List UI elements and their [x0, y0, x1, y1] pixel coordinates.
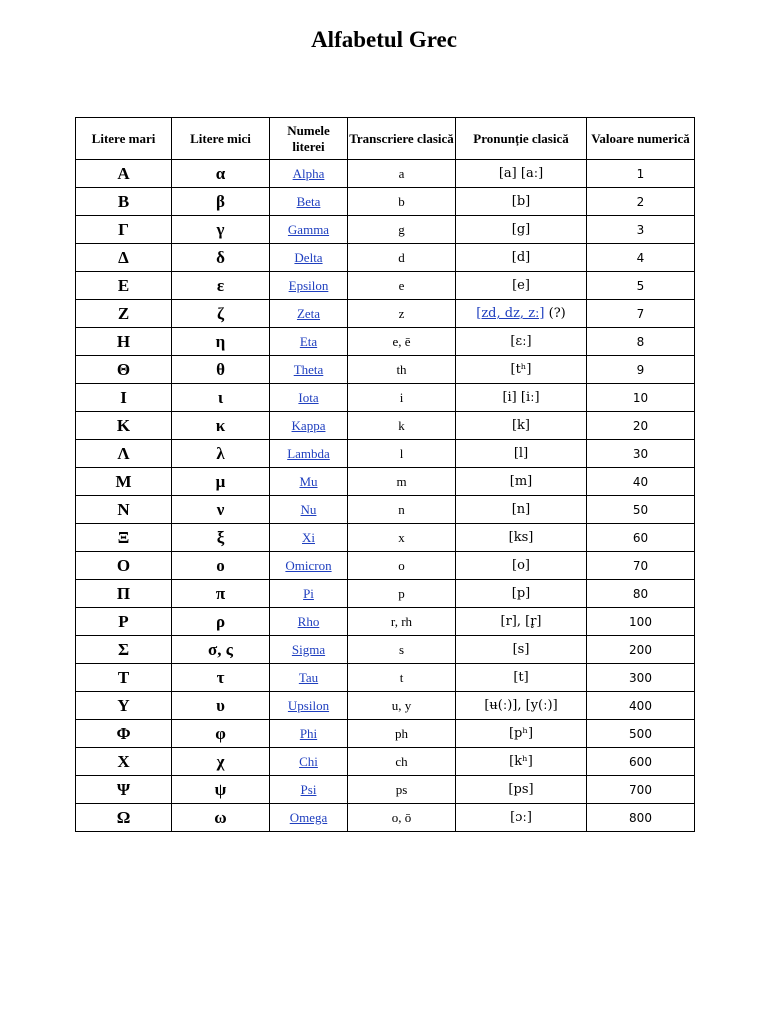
letter-name-link[interactable]: Alpha	[292, 165, 325, 181]
pronunciation: [ʉ(ː)], [y(ː)]	[456, 692, 587, 720]
letter-name-cell	[270, 468, 348, 496]
uppercase-letter: Χ	[76, 748, 172, 776]
table-row	[76, 776, 695, 804]
transcription: d	[348, 244, 456, 272]
uppercase-letter: Κ	[76, 412, 172, 440]
table-row	[76, 412, 695, 440]
transcription: r, rh	[348, 608, 456, 636]
transcription: z	[348, 300, 456, 328]
table-row	[76, 580, 695, 608]
uppercase-letter: Ν	[76, 496, 172, 524]
letter-name-link[interactable]: Omega	[289, 809, 328, 825]
pronunciation-link[interactable]: [zd, dz, zː]	[476, 306, 545, 321]
numeric-value: 1	[587, 160, 695, 188]
numeric-value: 400	[587, 692, 695, 720]
table-row	[76, 272, 695, 300]
table-row	[76, 608, 695, 636]
pronunciation: [r], [r̥]	[456, 608, 587, 636]
letter-name-cell	[270, 216, 348, 244]
pronunciation: [l]	[456, 440, 587, 468]
letter-name-cell	[270, 608, 348, 636]
lowercase-letter: κ	[172, 412, 270, 440]
table-row	[76, 356, 695, 384]
letter-name-link[interactable]: Upsilon	[287, 697, 330, 713]
lowercase-letter: δ	[172, 244, 270, 272]
transcription: e, ē	[348, 328, 456, 356]
transcription: ps	[348, 776, 456, 804]
uppercase-letter: Α	[76, 160, 172, 188]
pronunciation: [s]	[456, 636, 587, 664]
transcription: o, ō	[348, 804, 456, 832]
transcription: k	[348, 412, 456, 440]
letter-name-cell	[270, 524, 348, 552]
uppercase-letter: Ι	[76, 384, 172, 412]
numeric-value: 50	[587, 496, 695, 524]
letter-name-link[interactable]: Eta	[299, 333, 318, 349]
transcription: o	[348, 552, 456, 580]
letter-name-cell	[270, 580, 348, 608]
table-row	[76, 636, 695, 664]
table-header-row	[76, 118, 695, 160]
numeric-value: 700	[587, 776, 695, 804]
lowercase-letter: π	[172, 580, 270, 608]
letter-name-cell	[270, 636, 348, 664]
table-row	[76, 188, 695, 216]
transcription: a	[348, 160, 456, 188]
lowercase-letter: ρ	[172, 608, 270, 636]
transcription: p	[348, 580, 456, 608]
numeric-value: 8	[587, 328, 695, 356]
numeric-value: 300	[587, 664, 695, 692]
numeric-value: 3	[587, 216, 695, 244]
letter-name-link[interactable]: Pi	[303, 585, 314, 601]
letter-name-cell	[270, 692, 348, 720]
numeric-value: 60	[587, 524, 695, 552]
lowercase-letter: ν	[172, 496, 270, 524]
table-row	[76, 692, 695, 720]
uppercase-letter: Ψ	[76, 776, 172, 804]
header-upper: Litere mari	[76, 118, 172, 160]
pronunciation: [i] [iː]	[456, 384, 587, 412]
letter-name-link[interactable]: Theta	[293, 361, 324, 377]
transcription: s	[348, 636, 456, 664]
pronunciation-cell	[456, 300, 587, 328]
letter-name-cell	[270, 664, 348, 692]
lowercase-letter: γ	[172, 216, 270, 244]
letter-name-link[interactable]: Epsilon	[288, 277, 329, 293]
table-row	[76, 804, 695, 832]
numeric-value: 2	[587, 188, 695, 216]
table-row	[76, 300, 695, 328]
table-row	[76, 748, 695, 776]
lowercase-letter: β	[172, 188, 270, 216]
uppercase-letter: Σ	[76, 636, 172, 664]
uppercase-letter: Δ	[76, 244, 172, 272]
lowercase-letter: α	[172, 160, 270, 188]
uppercase-letter: Β	[76, 188, 172, 216]
pronunciation: [m]	[456, 468, 587, 496]
numeric-value: 10	[587, 384, 695, 412]
greek-alphabet-table	[75, 117, 695, 832]
lowercase-letter: ψ	[172, 776, 270, 804]
pronunciation: [k]	[456, 412, 587, 440]
letter-name-link[interactable]: Kappa	[291, 417, 326, 433]
uppercase-letter: Ε	[76, 272, 172, 300]
lowercase-letter: χ	[172, 748, 270, 776]
transcription: ch	[348, 748, 456, 776]
table-row	[76, 552, 695, 580]
letter-name-link[interactable]: Xi	[302, 529, 315, 545]
letter-name-link[interactable]: Mu	[299, 473, 318, 489]
transcription: x	[348, 524, 456, 552]
letter-name-cell	[270, 496, 348, 524]
table-row	[76, 664, 695, 692]
letter-name-cell	[270, 720, 348, 748]
letter-name-cell	[270, 776, 348, 804]
table-row	[76, 496, 695, 524]
uppercase-letter: Ρ	[76, 608, 172, 636]
table-row	[76, 244, 695, 272]
letter-name-link[interactable]: Omicron	[285, 557, 332, 573]
letter-name-link[interactable]: Zeta	[296, 305, 321, 321]
uppercase-letter: Τ	[76, 664, 172, 692]
letter-name-cell	[270, 804, 348, 832]
uppercase-letter: Ζ	[76, 300, 172, 328]
letter-name-cell	[270, 384, 348, 412]
pronunciation: [ks]	[456, 524, 587, 552]
letter-name-cell	[270, 160, 348, 188]
letter-name-link[interactable]: Iota	[298, 389, 319, 405]
pronunciation: [d]	[456, 244, 587, 272]
letter-name-link[interactable]: Tau	[298, 669, 319, 685]
letter-name-cell	[270, 356, 348, 384]
letter-name-cell	[270, 412, 348, 440]
numeric-value: 80	[587, 580, 695, 608]
table-row	[76, 440, 695, 468]
lowercase-letter: η	[172, 328, 270, 356]
letter-name-cell	[270, 272, 348, 300]
header-name: Numele literei	[270, 118, 348, 160]
transcription: u, y	[348, 692, 456, 720]
uppercase-letter: Ξ	[76, 524, 172, 552]
lowercase-letter: ε	[172, 272, 270, 300]
numeric-value: 9	[587, 356, 695, 384]
letter-name-link[interactable]: Rho	[297, 613, 320, 629]
numeric-value: 100	[587, 608, 695, 636]
letter-name-cell	[270, 552, 348, 580]
page-title: Alfabetul Grec	[311, 27, 457, 52]
header-value: Valoare numerică	[587, 118, 695, 160]
letter-name-link[interactable]: Chi	[299, 753, 318, 769]
table-row	[76, 384, 695, 412]
letter-name-link[interactable]: Beta	[296, 193, 321, 209]
letter-name-link[interactable]: Sigma	[291, 641, 326, 657]
numeric-value: 70	[587, 552, 695, 580]
uppercase-letter: Θ	[76, 356, 172, 384]
pronunciation: [ɔː]	[456, 804, 587, 832]
uppercase-letter: Ω	[76, 804, 172, 832]
letter-name-link[interactable]: Gamma	[287, 221, 330, 237]
uppercase-letter: Γ	[76, 216, 172, 244]
numeric-value: 200	[587, 636, 695, 664]
pronunciation: [g]	[456, 216, 587, 244]
letter-name-cell	[270, 440, 348, 468]
pronunciation: [n]	[456, 496, 587, 524]
uppercase-letter: Μ	[76, 468, 172, 496]
lowercase-letter: ξ	[172, 524, 270, 552]
numeric-value: 40	[587, 468, 695, 496]
lowercase-letter: ο	[172, 552, 270, 580]
letter-name-link[interactable]: Delta	[294, 249, 323, 265]
transcription: i	[348, 384, 456, 412]
lowercase-letter: θ	[172, 356, 270, 384]
lowercase-letter: μ	[172, 468, 270, 496]
transcription: m	[348, 468, 456, 496]
lowercase-letter: ω	[172, 804, 270, 832]
table-row	[76, 160, 695, 188]
numeric-value: 20	[587, 412, 695, 440]
pronunciation: [t]	[456, 664, 587, 692]
numeric-value: 30	[587, 440, 695, 468]
uppercase-letter: Λ	[76, 440, 172, 468]
header-pronunciation: Pronunție clasică	[456, 118, 587, 160]
transcription: l	[348, 440, 456, 468]
uppercase-letter: Ο	[76, 552, 172, 580]
pronunciation: [e]	[456, 272, 587, 300]
uppercase-letter: Π	[76, 580, 172, 608]
transcription: t	[348, 664, 456, 692]
lowercase-letter: υ	[172, 692, 270, 720]
pronunciation: [tʰ]	[456, 356, 587, 384]
pronunciation: [b]	[456, 188, 587, 216]
transcription: g	[348, 216, 456, 244]
pronunciation: [kʰ]	[456, 748, 587, 776]
numeric-value: 600	[587, 748, 695, 776]
uppercase-letter: Η	[76, 328, 172, 356]
letter-name-cell	[270, 328, 348, 356]
header-transcription: Transcriere clasică	[348, 118, 456, 160]
letter-name-cell	[270, 188, 348, 216]
letter-name-link[interactable]: Nu	[300, 501, 317, 517]
pronunciation: [ps]	[456, 776, 587, 804]
lowercase-letter: φ	[172, 720, 270, 748]
lowercase-letter: ζ	[172, 300, 270, 328]
pronunciation: [ɛː]	[456, 328, 587, 356]
transcription: th	[348, 356, 456, 384]
numeric-value: 7	[587, 300, 695, 328]
table-row	[76, 468, 695, 496]
header-lower: Litere mici	[172, 118, 270, 160]
letter-name-link[interactable]: Psi	[300, 781, 317, 797]
pronunciation: [p]	[456, 580, 587, 608]
table-row	[76, 524, 695, 552]
uppercase-letter: Υ	[76, 692, 172, 720]
transcription: b	[348, 188, 456, 216]
lowercase-letter: ι	[172, 384, 270, 412]
letter-name-cell	[270, 300, 348, 328]
transcription: e	[348, 272, 456, 300]
pronunciation-note: (?)	[544, 306, 566, 321]
numeric-value: 800	[587, 804, 695, 832]
table-row	[76, 216, 695, 244]
letter-name-link[interactable]: Phi	[299, 725, 318, 741]
transcription: ph	[348, 720, 456, 748]
transcription: n	[348, 496, 456, 524]
table-row	[76, 720, 695, 748]
letter-name-cell	[270, 244, 348, 272]
lowercase-letter: σ, ς	[172, 636, 270, 664]
uppercase-letter: Φ	[76, 720, 172, 748]
letter-name-cell	[270, 748, 348, 776]
lowercase-letter: λ	[172, 440, 270, 468]
numeric-value: 4	[587, 244, 695, 272]
numeric-value: 500	[587, 720, 695, 748]
lowercase-letter: τ	[172, 664, 270, 692]
letter-name-link[interactable]: Lambda	[287, 445, 330, 461]
pronunciation: [pʰ]	[456, 720, 587, 748]
pronunciation: [a] [aː]	[456, 160, 587, 188]
numeric-value: 5	[587, 272, 695, 300]
pronunciation: [o]	[456, 552, 587, 580]
table-row	[76, 328, 695, 356]
